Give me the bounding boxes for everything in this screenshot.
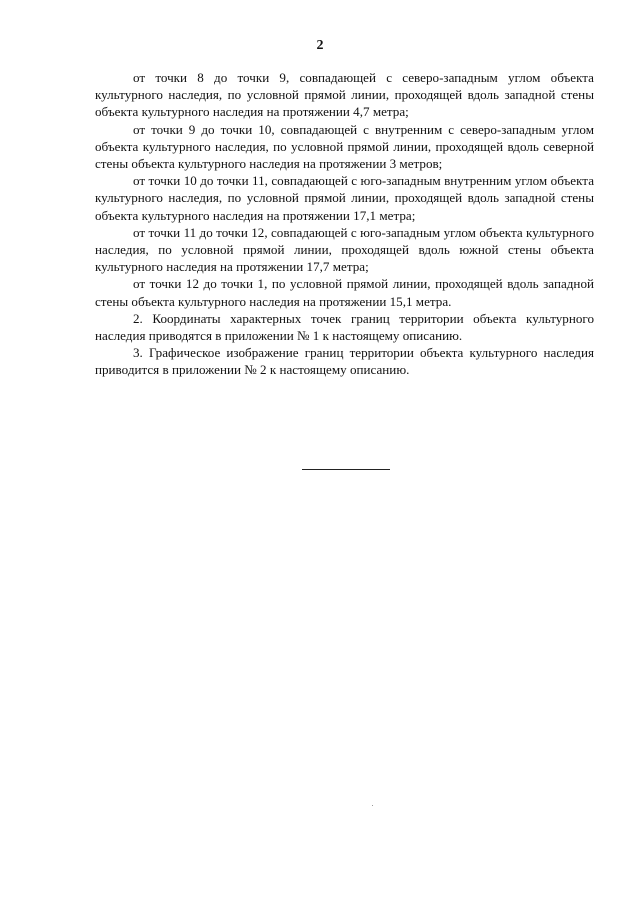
page-number: 2 <box>316 38 324 53</box>
paragraph-segment-8-9: от точки 8 до точки 9, совпадающей с северо-западным углом объекта культурного наследия, по условной прямой линии, проходящей вдоль западной стены объекта культурного наследия на протяжении 4,7 метра; <box>95 70 594 120</box>
paragraph-item-2: 2. Координаты характерных точек границ территории объекта культурного наследия приводятся в приложении № 1 к настоящему описанию. <box>95 310 594 344</box>
paragraph-segment-11-12: от точки 11 до точки 12, совпадающей с юго-западным углом объекта культурного наследия, по условной прямой линии, проходящей вдоль южной стены объекта культурного наследия на протяжении 17,7 метра; <box>95 224 594 275</box>
end-divider <box>302 469 390 470</box>
paragraph-segment-9-10: от точки 9 до точки 10, совпадающей с внутренним с северо-западным углом объекта культурного наследия, по условной прямой линии, проходящей вдоль северной стены объекта культурного наследия на протяжении 3 метров; <box>95 121 594 172</box>
paragraph-segment-12-1: от точки 12 до точки 1, по условной прямой линии, проходящей вдоль западной стены объекта культурного наследия на протяжении 15,1 метра. <box>95 276 594 309</box>
body-text <box>95 69 594 379</box>
paragraph-item-3: 3. Графическое изображение границ территории объекта культурного наследия приводится в приложении № 2 к настоящему описанию. <box>95 345 594 378</box>
paragraph-segment-10-11: от точки 10 до точки 11, совпадающей с юго-западным внутренним углом объекта культурного наследия, по условной прямой линии, проходящей вдоль западной стены объекта культурного наследия на протяжении 17,1 метра; <box>95 173 594 223</box>
scan-speck <box>372 805 373 806</box>
